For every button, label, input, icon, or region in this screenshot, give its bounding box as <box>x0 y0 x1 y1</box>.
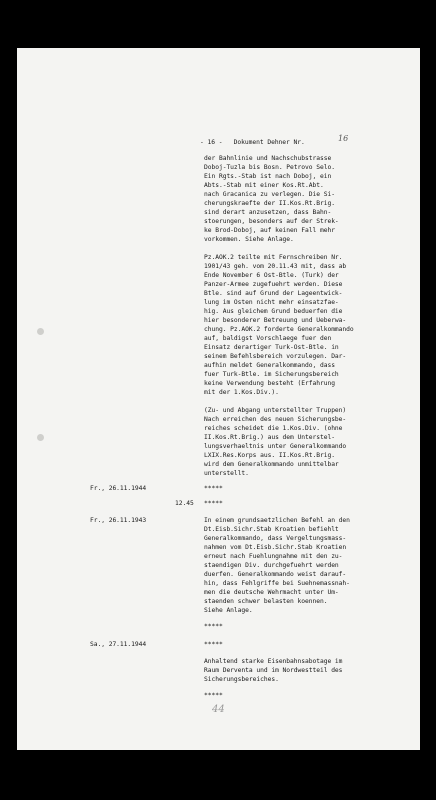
text-line: In einem grundsaetzlichen Befehl an den <box>204 517 350 524</box>
text-line: seinem Befehlsbereich vorzulegen. Dar- <box>204 353 347 360</box>
text-line: lung im Osten nicht mehr einsatzfae- <box>204 299 339 306</box>
handwritten-footer-mark: 44 <box>212 704 225 715</box>
entry-date: Sa., 27.11.1944 <box>90 641 147 648</box>
text-line: Anhaltend starke Eisenbahnsabotage im <box>204 658 343 665</box>
text-line: Generalkommando, dass Vergeltungsmass- <box>204 535 347 542</box>
text-line: duerfen. Generalkommando weist darauf- <box>204 571 347 578</box>
text-line: vorkommen. Siehe Anlage. <box>204 236 294 243</box>
text-line: wird dem Generalkommando unmittelbar <box>204 461 339 468</box>
text-line: Raum Derventa und im Nordwestteil des <box>204 667 343 674</box>
entry-date: Fr., 26.11.1944 <box>90 485 147 492</box>
text-line: Btle. sind auf Grund der Lageentwick- <box>204 290 343 297</box>
text-line: Nach erreichen des neuen Sicherungsbe- <box>204 416 347 423</box>
text-line: mit der 1.Kos.Div.). <box>204 389 279 396</box>
entry-stars: ***** <box>204 500 223 507</box>
text-line: hig. Aus gleichem Grund beduerfen die <box>204 308 343 315</box>
text-line: nach Gracanica zu verlegen. Die Si- <box>204 191 335 198</box>
text-line: Ende November 6 Ost-Btle. (Turk) der <box>204 272 339 279</box>
handwritten-page-number: 16 <box>338 134 349 143</box>
text-line: fuer Turk-Btle. im Sicherungsbereich <box>204 371 339 378</box>
text-line: erneut nach Fuehlungnahme mit den zu- <box>204 553 343 560</box>
entry-date: Fr., 26.11.1943 <box>90 517 147 524</box>
text-line: Siehe Anlage. <box>204 607 253 614</box>
text-line: Panzer-Armee zugefuehrt werden. Diese <box>204 281 343 288</box>
text-line: Pz.AOK.2 teilte mit Fernschreiben Nr. <box>204 254 343 261</box>
text-line: stoerungen, besonders auf der Strek- <box>204 218 339 225</box>
entry-time: 12.45 <box>175 500 194 507</box>
text-line: Ein Rgts.-Stab ist nach Doboj, ein <box>204 173 332 180</box>
text-line: reiches scheidet die 1.Kos.Div. (ohne <box>204 425 343 432</box>
text-line: men die deutsche Wehrmacht unter Um- <box>204 589 339 596</box>
text-line: unterstellt. <box>204 470 249 477</box>
text-line: II.Kos.Rt.Brig.) aus dem Unterstel- <box>204 434 335 441</box>
text-line: cherungskraefte der II.Kos.Rt.Brig. <box>204 200 335 207</box>
entry-stars: ***** <box>204 623 223 630</box>
entry-stars: ***** <box>204 485 223 492</box>
text-line: Abts.-Stab mit einer Kos.Rt.Abt. <box>204 182 324 189</box>
text-line: LXIX.Res.Korps aus. II.Kos.Rt.Brig. <box>204 452 335 459</box>
text-line: Sicherungsbereiches. <box>204 676 279 683</box>
text-line: auf, baldigst Vorschlaege fuer den <box>204 335 332 342</box>
text-line: keine Verwendung besteht (Erfahrung <box>204 380 335 387</box>
text-line: Doboj-Tuzla bis Bosn. Petrovo Selo. <box>204 164 335 171</box>
text-line: sind derart anzusetzen, dass Bahn- <box>204 209 332 216</box>
text-line: Dt.Eisb.Sichr.Stab Kroatien befiehlt <box>204 526 339 533</box>
text-line: lungsverhaeltnis unter Generalkommando <box>204 443 347 450</box>
punch-hole-bottom <box>37 434 44 441</box>
text-line: Einsatz derartiger Turk-Ost-Btle. in <box>204 344 339 351</box>
entry-stars: ***** <box>204 641 223 648</box>
text-line: hin, dass Fehlgriffe bei Suehnemassnah- <box>204 580 350 587</box>
text-line: (Zu- und Abgang unterstellter Truppen) <box>204 407 347 414</box>
text-line: der Bahnlinie und Nachschubstrasse <box>204 155 332 162</box>
text-line: ke Brod-Doboj, auf keinen Fall mehr <box>204 227 335 234</box>
punch-hole-top <box>37 328 44 335</box>
text-line: hier besonderer Betreuung und Ueberwa- <box>204 317 347 324</box>
text-line: staendigen Div. durchgefuehrt werden <box>204 562 339 569</box>
text-line: staenden schwer belasten koennen. <box>204 598 328 605</box>
text-line: nahmen vom Dt.Eisb.Sichr.Stab Kroatien <box>204 544 347 551</box>
entry-stars: ***** <box>204 692 223 699</box>
text-line: chung. Pz.AOK.2 forderte Generalkommando <box>204 326 354 333</box>
text-line: aufhin meldet Generalkommando, dass <box>204 362 335 369</box>
page-header: - 16 - Dokument Dehner Nr. <box>200 139 305 146</box>
text-line: 1901/43 geh. vom 20.11.43 mit, dass ab <box>204 263 347 270</box>
